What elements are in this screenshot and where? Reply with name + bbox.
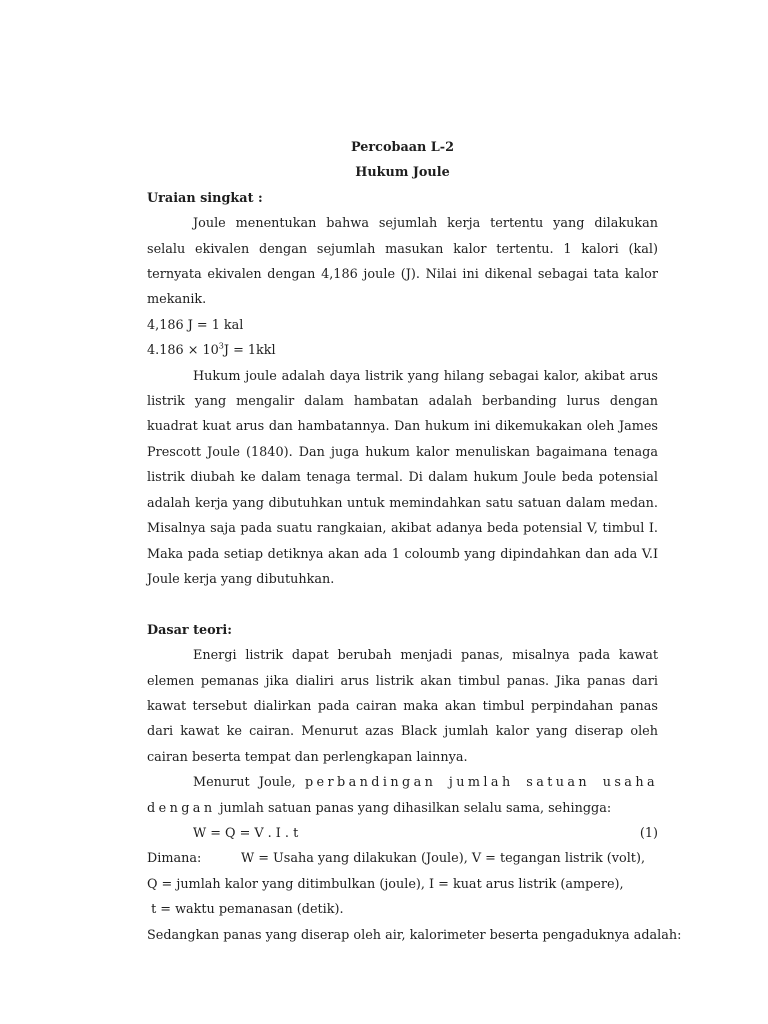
blank-line — [147, 592, 658, 617]
equation-number: (1) — [639, 825, 658, 841]
experiment-number: Percobaan L-2 — [351, 140, 454, 155]
equation-row — [147, 821, 658, 846]
section-title-dasar: Dasar teori: — [147, 622, 232, 638]
paragraph-uraian-1: Joule menentukan bahwa sejumlah kerja tertentu yang dilakukan selalu ekivalen dengan sejumlah masukan kalor tertentu. 1 kalori (kal) ternyata ekivalen dengan 4,186 joule (J). Nilai ini dikenal sebagai tata kalor mekanik. — [147, 216, 658, 308]
equation-kal: 4,186 J = 1 kal — [147, 317, 244, 333]
paragraph-dasar-2-spaced: perbandingan jumlah satuan usaha dengan — [147, 775, 659, 816]
document-page — [147, 135, 682, 948]
equation-kkl-rest: J = 1kkl — [223, 343, 276, 359]
paragraph-uraian-2: Hukum joule adalah daya listrik yang hilang sebagai kalor, akibat arus listrik yang mengalir dalam hambatan adalah berbanding lurus dengan kuadrat kuat arus dan hambatannya. Dan hukum ini dikemukakan oleh James Prescott Joule (1840). Dan juga hukum kalor menuliskan bagaimana tenaga listrik diubah ke dalam tenaga termal. Di dalam hukum Joule beda potensial adalah kerja yang dibutuhkan untuk memindahkan satu satuan dalam medan. Misalnya saja pada suatu rangkaian, akibat adanya beda potensial V, timbul I. Maka pada setiap detiknya akan ada 1 coloumb yang dipindahkan dan ada V.I Joule kerja yang dibutuhkan. — [147, 368, 658, 587]
equation-kkl-base: 4.186 × 10 — [147, 343, 219, 359]
closing-sentence: Sedangkan panas yang diserap oleh air, kalorimeter beserta pengaduknya adalah: — [147, 927, 682, 943]
dimana-def-3: t = waktu pemanasan (detik). — [147, 902, 344, 918]
dimana-label: Dimana: — [147, 851, 202, 867]
experiment-title: Hukum Joule — [355, 165, 450, 181]
dimana-row — [147, 846, 658, 871]
paragraph-dasar-1: Energi listrik dapat berubah menjadi panas, misalnya pada kawat elemen pemanas jika dialiri arus listrik akan timbul panas. Jika panas dari kawat tersebut dialirkan pada cairan maka akan timbul perpindahan panas dari kawat ke cairan. Menurut azas Black jumlah kalor yang diserap oleh cairan beserta tempat dan perlengkapan lainnya. — [147, 648, 658, 765]
dimana-def-1: W = Usaha yang dilakukan (Joule), V = tegangan listrik (volt), — [241, 851, 646, 867]
paragraph-dasar-2-start: Menurut Joule, — [193, 775, 296, 791]
equation-kkl-exponent: 3 — [218, 341, 224, 351]
dimana-def-2: Q = jumlah kalor yang ditimbulkan (joule), I = kuat arus listrik (ampere), — [147, 876, 624, 892]
joule-equation: W = Q = V . I . t — [193, 825, 299, 841]
equation-kkl — [147, 338, 658, 363]
paragraph-dasar-2 — [147, 770, 658, 821]
section-title-uraian: Uraian singkat : — [147, 190, 263, 206]
paragraph-dasar-2-end: jumlah satuan panas yang dihasilkan selalu sama, sehingga: — [219, 800, 612, 816]
